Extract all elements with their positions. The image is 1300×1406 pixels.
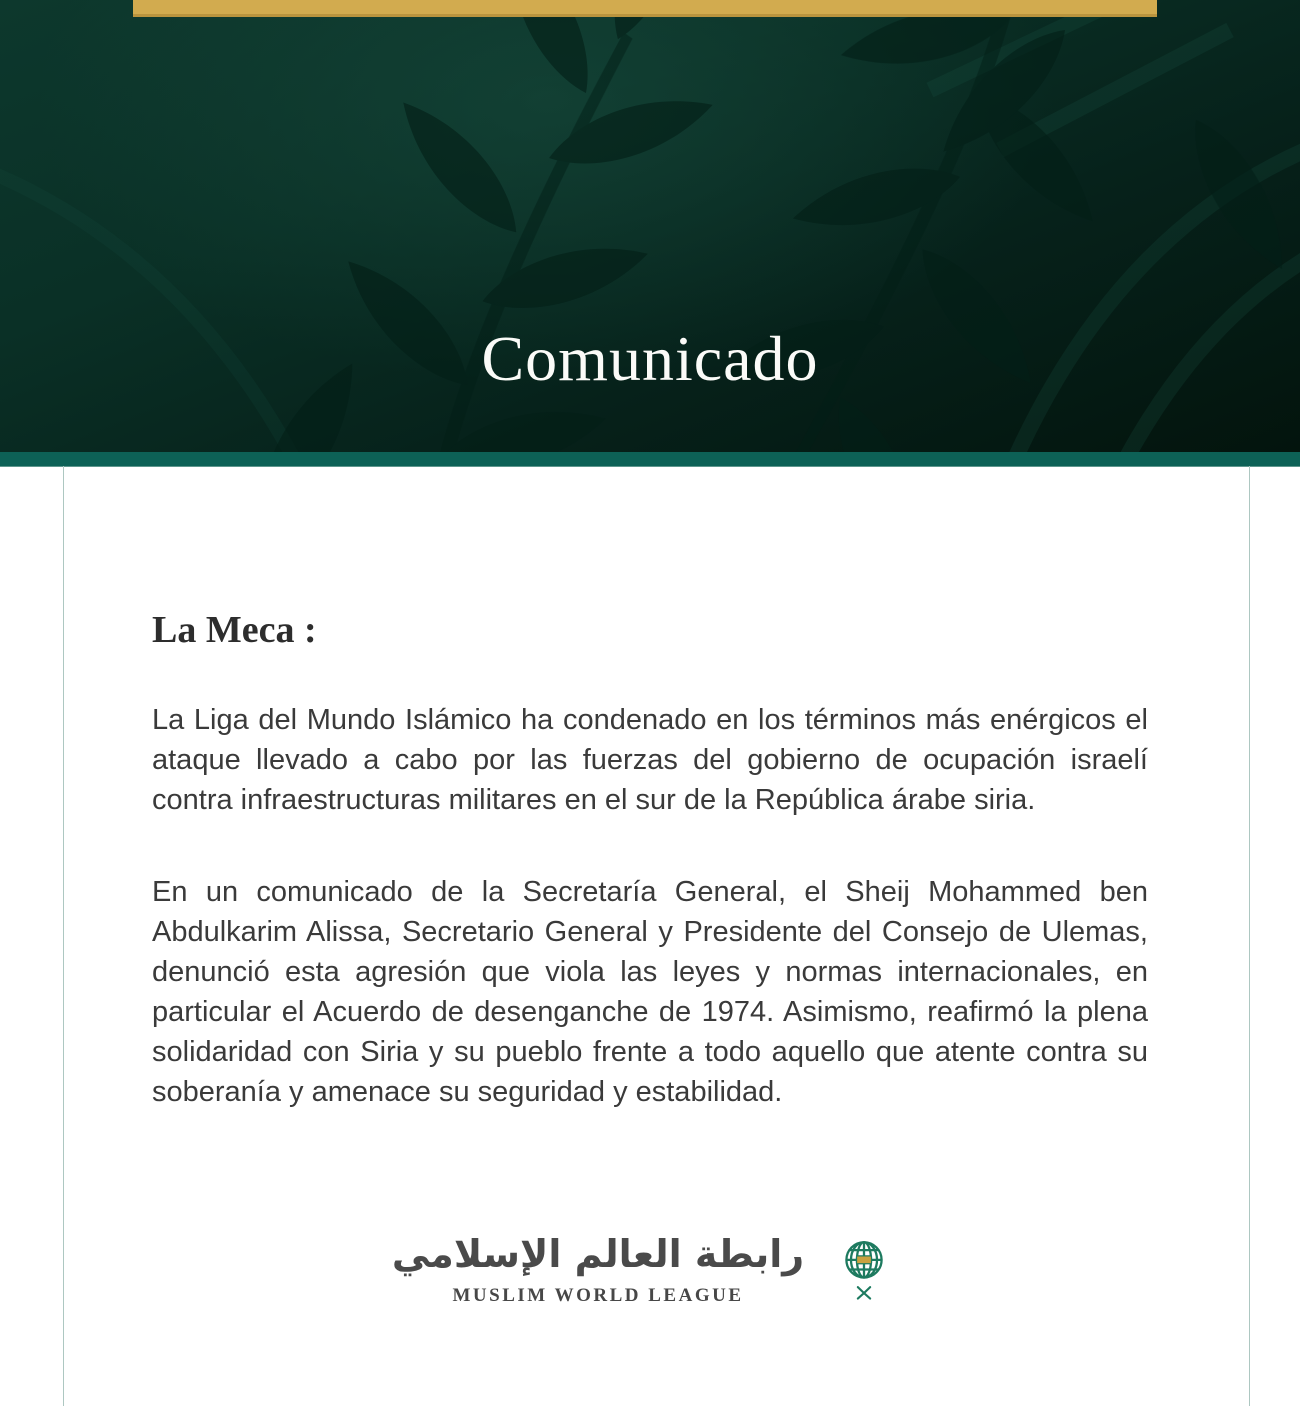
communique-body: [152, 608, 1148, 1112]
mwl-globe-wreath-icon: [820, 1220, 908, 1312]
muslim-world-league-logo: [0, 1220, 1300, 1312]
logo-org-name: MUSLIM WORLD LEAGUE: [452, 1285, 744, 1306]
dateline-heading: La Meca :: [152, 609, 317, 651]
banner-title: Comunicado: [481, 323, 819, 394]
header-banner: [0, 0, 1300, 452]
logo-arabic-calligraphy: رابطة العالم الإسلامي: [391, 1232, 805, 1276]
teal-divider-band: [0, 452, 1300, 467]
globe-arc-left-icon: [0, 160, 300, 452]
logo-text-column: [392, 1225, 804, 1307]
paragraph-1: La Liga del Mundo Islámico ha condenado en los términos más enérgicos el ataque llevado a cabo por las fuerzas del gobierno de ocupación israelí contra infraestructuras militares en el sur de la República árabe siria.: [152, 704, 1148, 816]
kaaba-gold-band-icon: [857, 1256, 872, 1264]
gold-accent-bar: [133, 0, 1157, 17]
paragraph-2: En un comunicado de la Secretaría General, el Sheij Mohammed ben Abdulkarim Alissa, Secretario General y Presidente del Consejo de Ulemas, denunció esta agresión que viola las leyes y normas internacionales, en particular el Acuerdo de desenganche de 1974. Asimismo, reafirmó la plena solidaridad con Siria y su pueblo frente a todo aquello que atente contra su soberanía y amenace su seguridad y estabilidad.: [152, 876, 1148, 1108]
